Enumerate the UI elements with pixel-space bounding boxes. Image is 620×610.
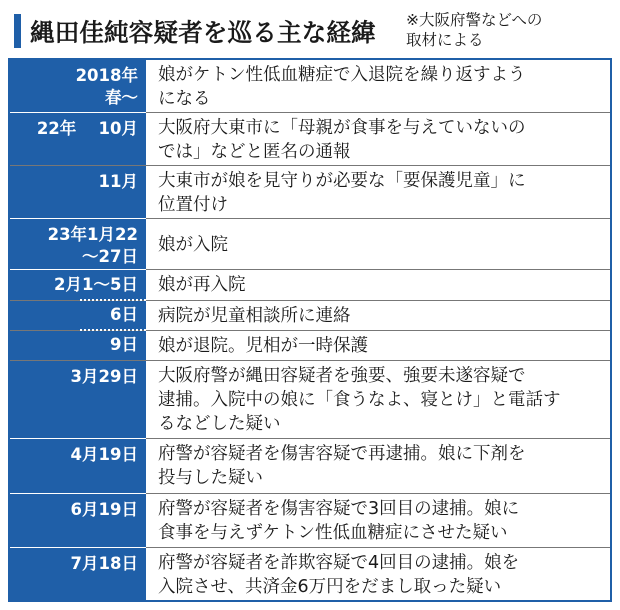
source-note-line-2: 取材による [406,31,484,49]
row-event [154,439,604,493]
row-date-line: 4月19日 [70,445,138,464]
timeline-row [10,113,610,165]
row-date [10,301,146,330]
source-note [406,10,606,50]
row-event-line: では」などと匿名の通報 [158,142,351,162]
row-date-line: 6月19日 [70,500,138,519]
header [14,8,614,52]
row-event [154,548,604,600]
source-note-line-1: ※大阪府警などへの [406,11,543,29]
row-date [10,439,146,493]
row-event-line: 食事を与えずケトン性低血糖症にさせた疑い [158,523,508,543]
row-date-line: 6日 [110,305,138,324]
row-event-line: 娘が再入院 [158,275,246,295]
row-date [10,270,146,300]
row-date [10,548,146,600]
row-event [154,361,604,438]
row-date-line: 2月1～5日 [54,275,138,294]
row-event-line: 大阪府大東市に「母親が食事を与えていないの [158,118,526,138]
row-date [10,361,146,438]
row-date-line: 22年 10月 [36,119,138,138]
row-event-line: 投与した疑い [158,468,263,488]
row-event-line: 位置付け [158,195,228,215]
timeline-row [10,301,610,330]
timeline-row [10,439,610,493]
row-event-line: 逮捕。入院中の娘に「食うなよ、寝とけ」と電話す [158,390,561,410]
row-event-line: 娘がケトン性低血糖症で入退院を繰り返すよう [158,65,526,85]
row-date-line: 7月18日 [70,554,138,573]
row-event [154,331,604,360]
timeline-row [10,361,610,438]
row-event-line: 府警が容疑者を詐欺容疑で4回目の逮捕。娘を [158,553,520,573]
row-date [10,113,146,165]
row-event [154,166,604,218]
row-event [154,219,604,269]
row-event-line: 娘が退院。児相が一時保護 [158,336,368,356]
row-event [154,301,604,330]
row-date-line: 3月29日 [70,367,138,386]
row-date-line: 9日 [110,335,138,354]
row-event-line: になる [158,89,211,109]
timeline-row [10,494,610,547]
row-event-line: 府警が容疑者を傷害容疑で3回目の逮捕。娘に [158,499,520,519]
row-event-line: 病院が児童相談所に連絡 [158,306,351,326]
row-event-line: 府警が容疑者を傷害容疑で再逮捕。娘に下剤を [158,444,526,464]
title-accent-bar [14,14,21,48]
row-date-line: 11月 [98,172,138,191]
row-date-line: ～27日 [82,247,138,266]
row-event-line: 入院させ、共済金6万円をだまし取った疑い [158,577,502,597]
row-date [10,60,146,112]
row-event [154,113,604,165]
row-date [10,219,146,269]
row-event-line: るなどした疑い [158,414,281,434]
timeline-row [10,548,610,600]
row-date-line: 2018年 [75,66,138,85]
row-event-line: 大阪府警が縄田容疑者を強要、強要未遂容疑で [158,366,526,386]
row-date [10,166,146,218]
timeline-row [10,219,610,269]
row-date [10,331,146,360]
row-event [154,494,604,547]
timeline-row [10,166,610,218]
timeline-row [10,331,610,360]
row-date-line: 春～ [105,88,138,107]
row-event [154,270,604,300]
timeline-table [8,58,612,602]
timeline-row [10,60,610,112]
row-date [10,494,146,547]
row-event [154,60,604,112]
page-title: 縄田佳純容疑者を巡る主な経緯 [30,18,376,47]
timeline-row [10,270,610,300]
row-event-line: 娘が入院 [158,235,228,255]
row-date-line: 23年1月22 [47,225,138,244]
row-event-line: 大東市が娘を見守りが必要な「要保護児童」に [158,171,526,191]
